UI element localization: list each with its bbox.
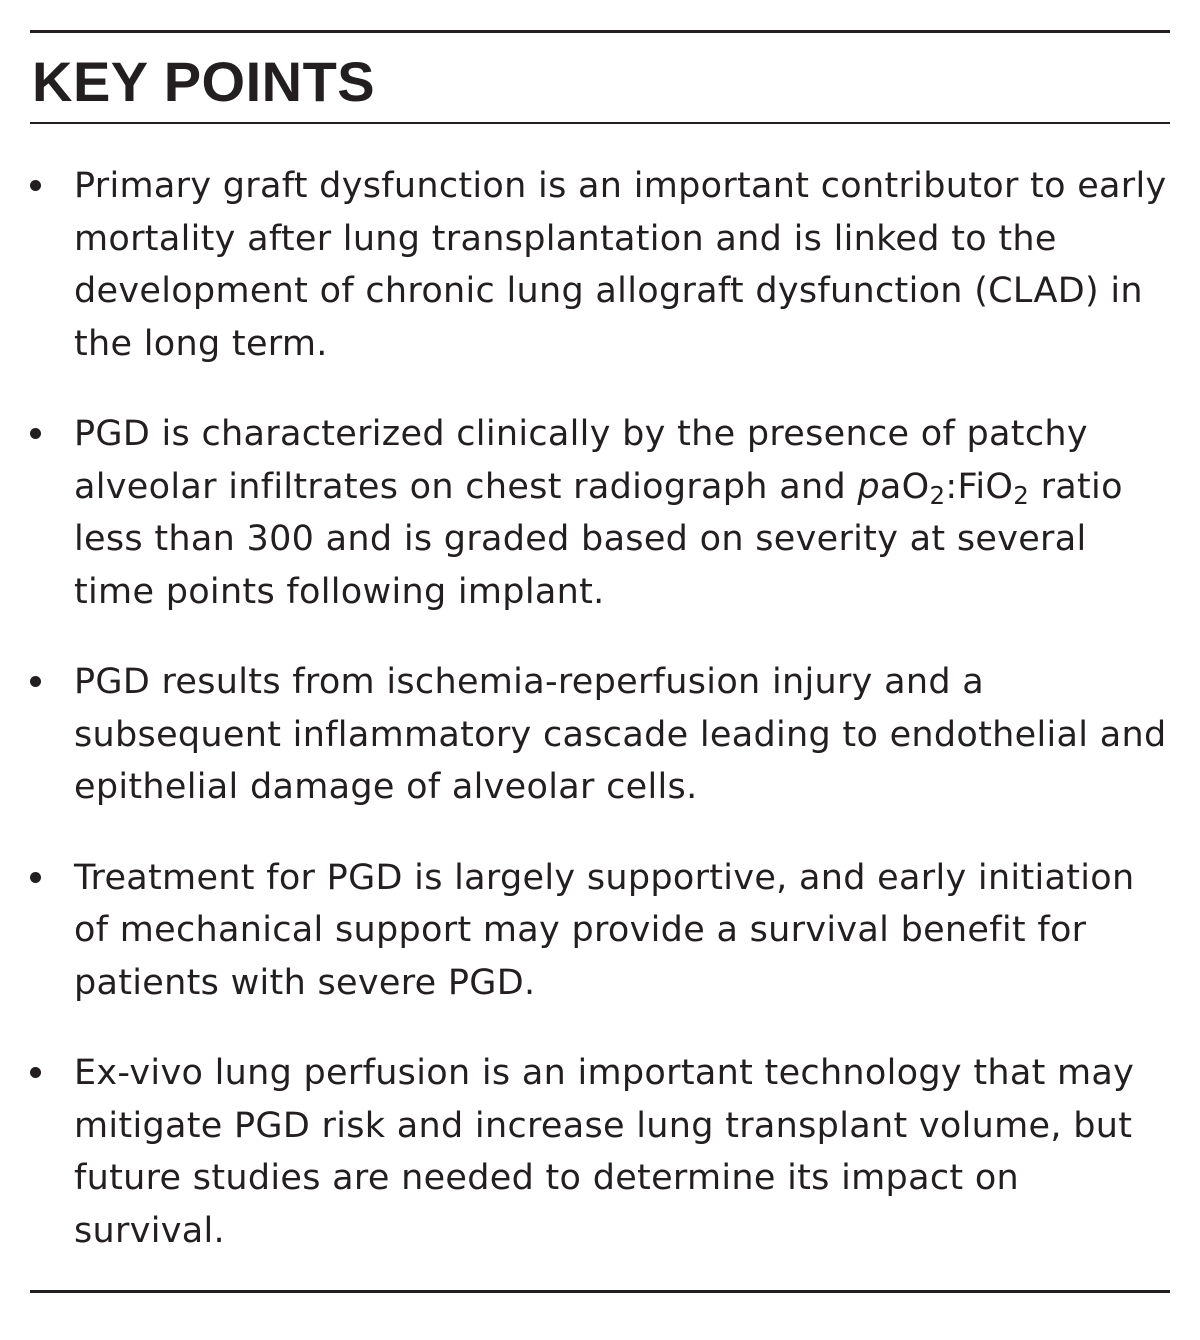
formula-ao: aO — [879, 466, 930, 507]
key-points-list — [30, 160, 1170, 1295]
bullet-icon — [30, 180, 41, 191]
key-point-5 — [30, 1047, 1170, 1257]
bottom-rule — [30, 1290, 1170, 1293]
formula-fio: :FiO — [945, 466, 1014, 507]
key-point-5-text: Ex-vivo lung perfusion is an important technology that may mitigate PGD risk and increase lung transplant volume, but future studies are needed to determine its impact on survival. — [74, 1053, 1135, 1251]
key-point-2-text-start: PGD is characterized clinically by the presence of patchy alveolar infiltrates on chest radiograph and — [74, 414, 1088, 507]
key-point-3 — [30, 656, 1170, 814]
key-point-2 — [30, 408, 1170, 618]
top-rule — [30, 30, 1170, 33]
formula-p: p — [857, 466, 880, 507]
bullet-icon — [30, 428, 41, 439]
key-point-4 — [30, 852, 1170, 1010]
key-point-1-text: Primary graft dysfunction is an important contributor to early mortality after lung transplantation and is linked to the development of chronic lung allograft dysfunction (CLAD) in the long term. — [74, 166, 1167, 364]
bullet-icon — [30, 872, 41, 883]
key-point-4-text: Treatment for PGD is largely supportive, and early initiation of mechanical support may provide a survival benefit for patients with severe PGD. — [74, 857, 1135, 1003]
bullet-icon — [30, 676, 41, 687]
bullet-icon — [30, 1067, 41, 1078]
formula-sub-2: 2 — [1013, 480, 1030, 510]
key-point-3-text: PGD results from ischemia-reperfusion injury and a subsequent inflammatory cascade leading to endothelial and epithelial damage of alveolar cells. — [74, 662, 1167, 807]
formula-sub-1: 2 — [929, 480, 946, 510]
key-points-box — [30, 30, 1170, 1295]
key-point-2-text-end: ratio less than 300 and is graded based on severity at several time points following implant. — [74, 466, 1123, 612]
key-points-title: KEY POINTS — [32, 50, 376, 113]
title-rule — [30, 122, 1170, 124]
key-point-1 — [30, 160, 1170, 370]
